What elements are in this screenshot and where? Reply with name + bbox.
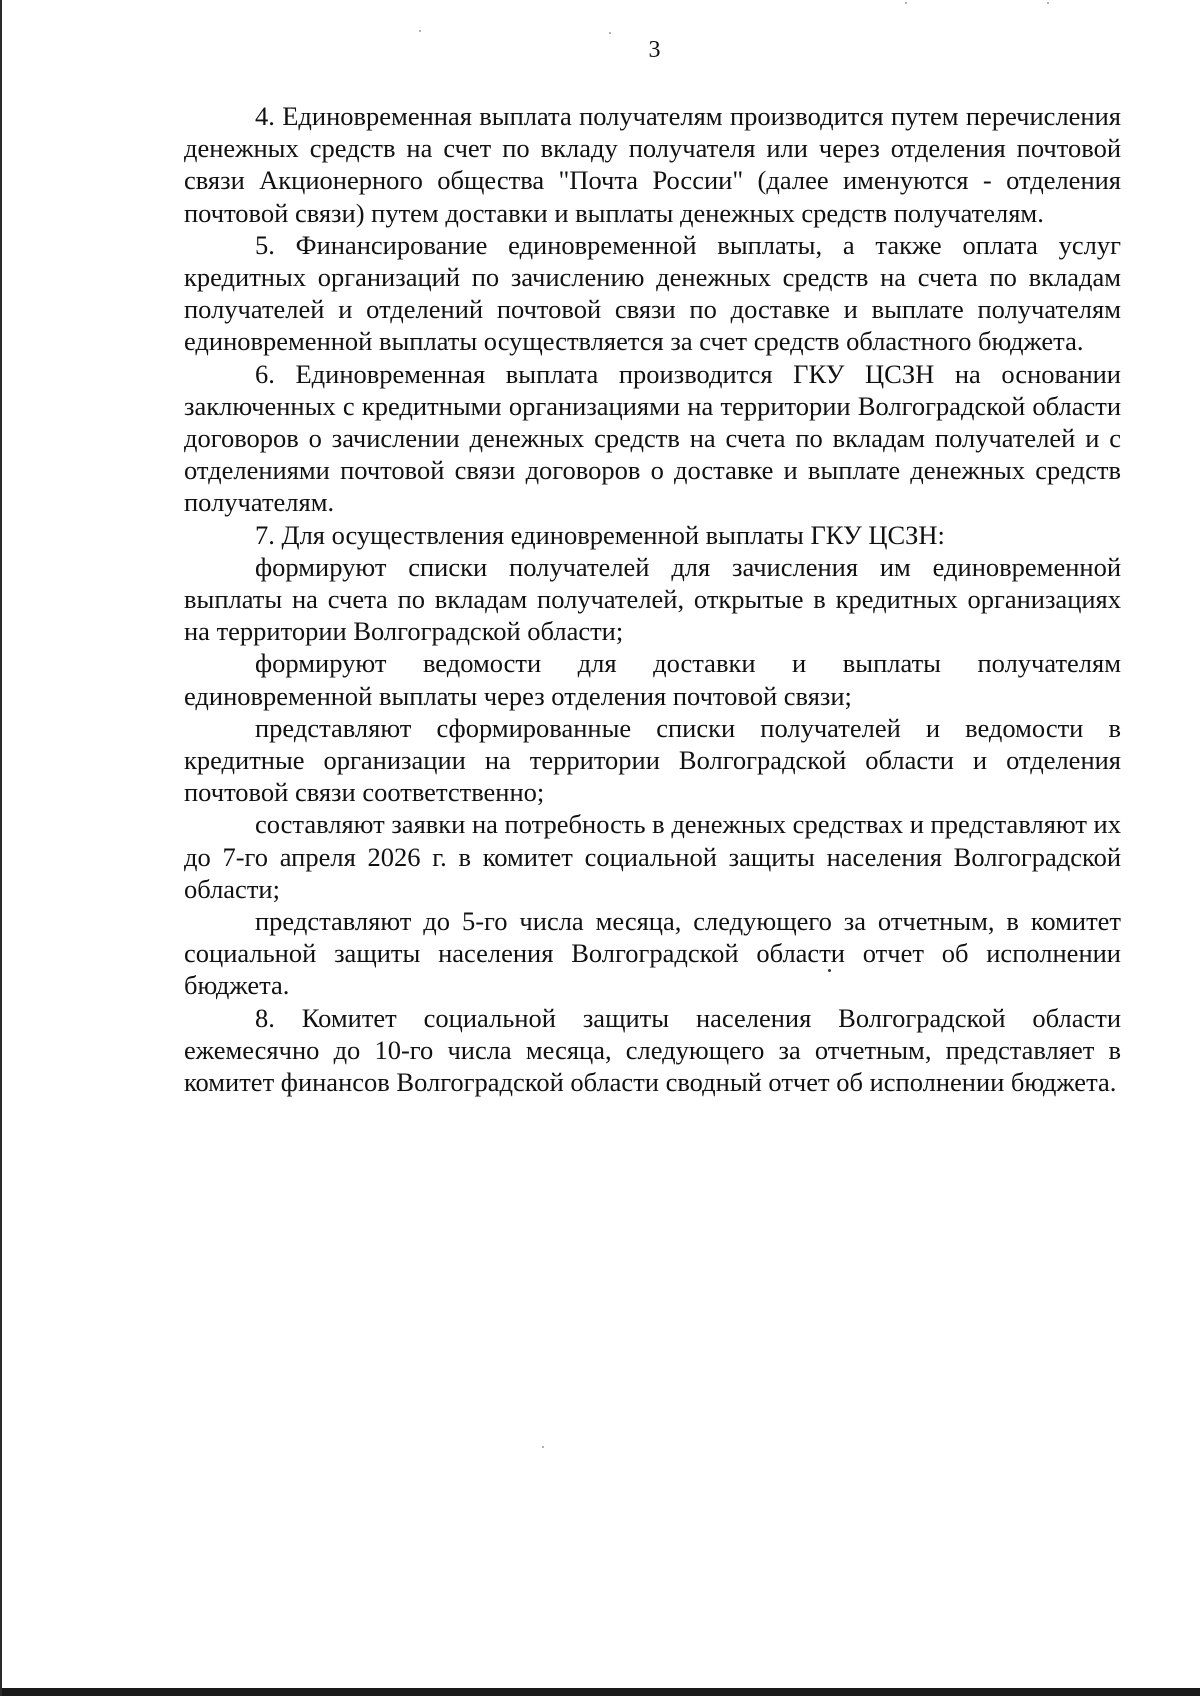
scan-speck	[609, 32, 611, 34]
page-number: 3	[648, 37, 661, 63]
paragraph-item-7-bullet-5: представляют до 5-го числа месяца, следующего за отчетным, в комитет социальной защиты населения Волгоградской области отчет об исполнении бюджета.	[184, 906, 1121, 1001]
paragraph-item-4: 4. Единовременная выплата получателям производится путем перечисления денежных средств на счет по вкладу получателя или через отделения почтовой связи Акционерного общества "Почта России" (далее именуются - отделения почтовой связи) путем доставки и выплаты денежных средств получателям.	[184, 101, 1121, 228]
scan-speck	[1047, 2, 1049, 4]
paragraph-item-6: 6. Единовременная выплата производится ГКУ ЦСЗН на основании заключенных с кредитными организациями на территории Волгоградской области договоров о зачислении денежных средств на счета по вкладам получателей и с отделениями почтовой связи договоров о доставке и выплате денежных средств получателям.	[184, 358, 1121, 518]
scan-bottom-edge	[2, 1688, 1200, 1696]
document-body	[184, 100, 1121, 1098]
paragraph-item-7: 7. Для осуществления единовременной выплаты ГКУ ЦСЗН:	[255, 519, 945, 550]
scan-speck	[905, 2, 907, 4]
paragraph-item-7-bullet-4: составляют заявки на потребность в денежных средствах и представляют их до 7-го апреля 2026 г. в комитет социальной защиты населения Волгоградской области;	[184, 809, 1121, 904]
paragraph-item-8: 8. Комитет социальной защиты населения Волгоградской области ежемесячно до 10-го числа месяца, следующего за отчетным, представляет в комитет финансов Волгоградской области сводный отчет об исполнении бюджета.	[184, 1002, 1121, 1098]
scan-speck	[419, 30, 421, 32]
paragraph-item-7-bullet-2: формируют ведомости для доставки и выплаты получателям единовременной выплаты через отделения почтовой связи;	[184, 648, 1121, 711]
scan-speck	[542, 1446, 544, 1448]
paragraph-item-7-bullet-3: представляют сформированные списки получателей и ведомости в кредитные организации на территории Волгоградской области и отделения почтовой связи соответственно;	[184, 712, 1121, 808]
paragraph-item-5: 5. Финансирование единовременной выплаты, а также оплата услуг кредитных организаций по зачислению денежных средств на счета по вкладам получателей и отделений почтовой связи по доставке и выплате получателям единовременной выплаты осуществляется за счет средств областного бюджета.	[184, 229, 1121, 357]
paragraph-item-7-bullet-1: формируют списки получателей для зачисления им единовременной выплаты на счета по вкладам получателей, открытые в кредитных организациях на территории Волгоградской области;	[184, 551, 1121, 647]
